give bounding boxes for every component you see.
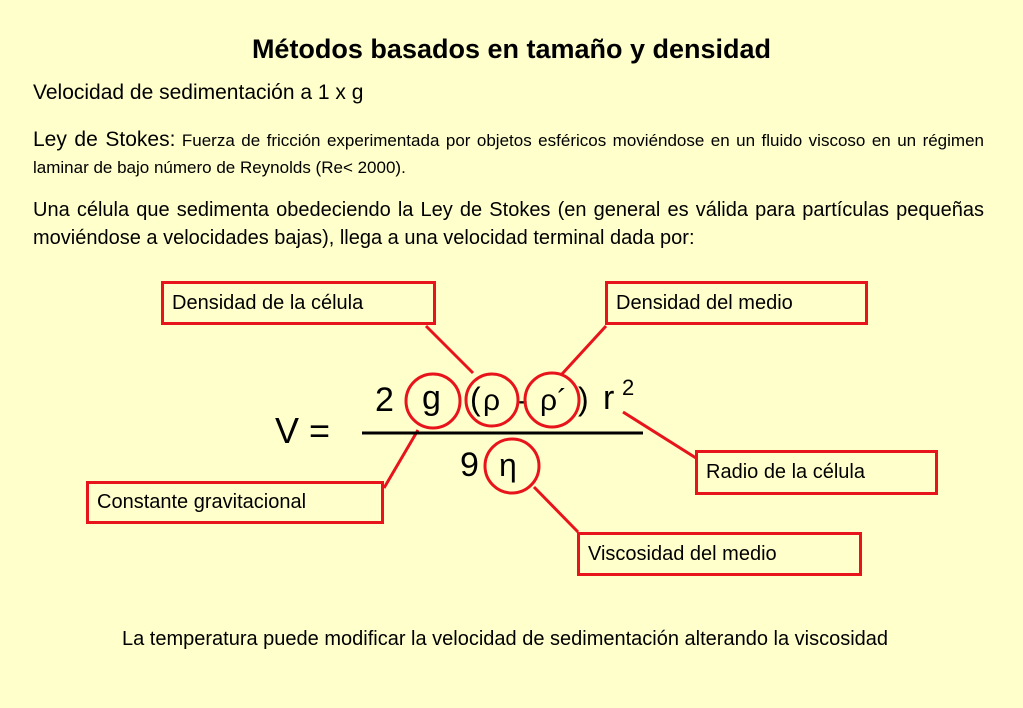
label-medium-density bbox=[605, 281, 868, 325]
connector-medium-density bbox=[562, 326, 606, 374]
radius-symbol: r bbox=[603, 379, 615, 417]
label-cell-radius-text: Radio de la célula bbox=[706, 461, 865, 483]
numerator-two: 2 bbox=[375, 381, 394, 419]
label-medium-viscosity-text: Viscosidad del medio bbox=[588, 542, 777, 565]
label-cell-density bbox=[161, 281, 436, 325]
connector-cell-density bbox=[426, 326, 473, 373]
connector-medium-viscosity bbox=[534, 487, 578, 532]
connector-cell-radius bbox=[623, 412, 696, 458]
label-medium-density-text: Densidad del medio bbox=[616, 291, 793, 314]
label-gravity-constant-text: Constante gravitacional bbox=[97, 491, 307, 513]
minus-sign: - bbox=[518, 384, 528, 417]
footer-note: La temperatura puede modificar la velocidad de sedimentación alterando la viscosidad bbox=[121, 628, 888, 650]
label-gravity-constant bbox=[86, 481, 384, 524]
label-cell-density-text: Densidad de la célula bbox=[172, 291, 364, 314]
sedimentation-paragraph: Una célula que sedimenta obedeciendo la Ley de Stokes (en general es válida para partículas pequeñas moviéndose a velocidades bajas), llega a una velocidad terminal dada por: bbox=[33, 199, 984, 249]
label-cell-radius bbox=[695, 450, 938, 495]
gravity-symbol: g bbox=[422, 379, 441, 417]
medium-density-symbol: ρ´ bbox=[540, 384, 568, 417]
subtitle: Velocidad de sedimentación a 1 x g bbox=[33, 81, 364, 104]
page-title: Métodos basados en tamaño y densidad bbox=[251, 34, 772, 64]
denominator-nine: 9 bbox=[460, 446, 479, 484]
open-paren: ( bbox=[470, 381, 481, 417]
stokes-law-lead: Ley de Stokes: bbox=[33, 128, 176, 151]
radius-exponent: 2 bbox=[622, 375, 635, 400]
connector-gravity-constant bbox=[384, 430, 418, 488]
viscosity-symbol: η bbox=[499, 447, 517, 483]
stokes-law-text: Fuerza de fricción experimentada por objetos esféricos moviéndose en un fluido viscoso en un régimen laminar de bajo número de Reynolds (Re< 2000). bbox=[33, 131, 984, 177]
cell-density-symbol: ρ bbox=[483, 384, 501, 417]
label-medium-viscosity bbox=[577, 532, 862, 576]
close-paren: ) bbox=[578, 381, 589, 417]
velocity-lhs: V = bbox=[275, 410, 331, 451]
